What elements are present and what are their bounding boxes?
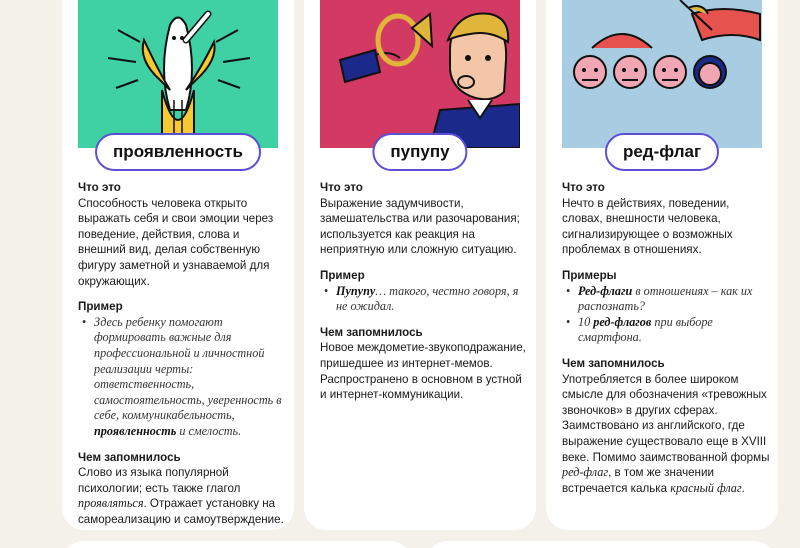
card-pupupu	[304, 0, 536, 530]
example-text-end: и смелость.	[176, 423, 242, 438]
memo-italic: проявляться	[78, 496, 144, 511]
example-term: проявленность	[94, 423, 177, 438]
example-list	[320, 284, 528, 315]
example-list	[78, 315, 286, 440]
memo-text-end: .	[741, 481, 745, 495]
section-title-what: Что это	[320, 181, 363, 194]
memo-italic: красный флаг	[670, 480, 742, 495]
section-title-memo: Чем запомнилось	[78, 450, 181, 464]
card-proyavlennost	[62, 0, 294, 530]
red-flag-illustration	[562, 0, 762, 148]
card-red-flag	[546, 0, 778, 530]
memo-text-end: . Отражает установку на самореализацию и самоутверждение.	[78, 497, 284, 526]
term-title: пупупу	[372, 133, 467, 171]
example-item	[562, 315, 770, 346]
example-item	[78, 315, 286, 440]
definition-text: Способность человека открыто выражать себя и свои эмоции через поведение, действия, слова и внешний вид, делая собственную фигуру заметной и узнаваемой для окружающих.	[78, 196, 274, 288]
term-title: проявленность	[95, 133, 261, 171]
memo-italic: ред-флаг	[562, 465, 609, 480]
example-text-end: … такого, честно говоря, я не ожидал.	[336, 283, 519, 314]
section-title-memo: Чем запомнилось	[562, 356, 665, 370]
example-term: Пупупу	[336, 283, 376, 298]
example-text: Здесь ребенку помогают формировать важные для профессиональной и личностной реализации черты: ответственность, самостоятельность, уверенность в себе, коммуникабельность,	[94, 314, 282, 423]
memo-text	[78, 465, 286, 527]
next-card-left	[62, 541, 412, 548]
memo-text-mid: , в том же значении встречается калька	[562, 466, 714, 495]
banana-illustration	[78, 0, 278, 148]
term-title: ред-флаг	[605, 133, 719, 171]
memo-text-part: Слово из языка популярной психологии; есть также глагол	[78, 466, 241, 495]
example-list	[562, 284, 770, 346]
memo-text: Новое междометие-звукоподражание, пришедшее из интернет-мемов. Распространено в основном в устной и интернет-коммуникации.	[320, 341, 526, 402]
section-title-example: Примеры	[562, 268, 617, 282]
section-title-what: Что это	[78, 181, 121, 194]
card-content	[320, 180, 528, 413]
memo-text-part: Употребляется в более широком смысле для обозначения «тревожных звоночков» в других сферах. Заимствовано из английского, где выражение существовало еще в XVIII веке. Помимо заимствованной формы	[562, 372, 770, 464]
example-term: ред-флагов	[593, 314, 652, 329]
next-card-right	[426, 541, 776, 548]
example-item	[320, 284, 528, 315]
section-title-what: Что это	[562, 181, 605, 194]
example-text: 10	[578, 314, 594, 329]
example-text-end: в отношениях – как их распознать?	[578, 283, 753, 314]
example-term: Ред-флаги	[578, 283, 633, 298]
card-content	[78, 180, 286, 530]
section-title-memo: Чем запомнилось	[320, 325, 423, 339]
memo-text	[562, 372, 770, 497]
definition-text: Выражение задумчивости, замешательства или разочарования; используется как реакция на неприятную или сложную ситуацию.	[320, 196, 520, 257]
section-title-example: Пример	[320, 268, 365, 282]
example-text-end: при выборе смартфона.	[578, 314, 713, 345]
section-title-example: Пример	[78, 300, 123, 314]
horn-illustration	[320, 0, 520, 148]
card-content	[562, 180, 770, 506]
example-item	[562, 284, 770, 315]
definition-text: Нечто в действиях, поведении, словах, внешности человека, сигнализирующее о возможных проблемах в отношениях.	[562, 196, 733, 257]
